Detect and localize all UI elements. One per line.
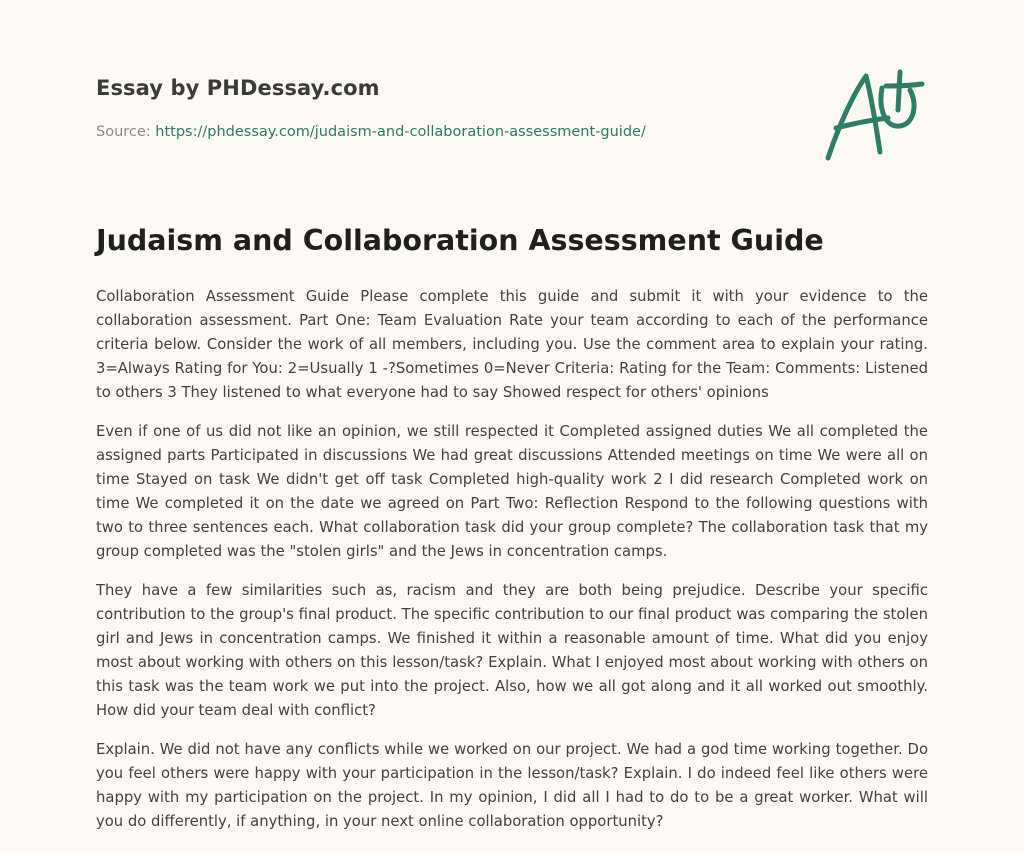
essay-title: Judaism and Collaboration Assessment Guide [96, 224, 824, 257]
essay-paragraph: They have a few similarities such as, racism and they are both being prejudice. Describe your specific contribution to the group's final product. The specific contribution to our final product was comparing the stolen girl and Jews in concentration camps. We finished it within a reasonable amount of time. What did you enjoy most about working with others on this lesson/task? Explain. What I enjoyed most about working with others on this task was the team work we put into the project. Also, how we all got along and it all worked out smoothly. How did your team deal with conflict? [96, 582, 928, 719]
essay-paragraph: Even if one of us did not like an opinion, we still respected it Completed assigned duties We all completed the assigned parts Participated in discussions We had great discussions Attended meetings on time We were all on time Stayed on task We didn't get off task Completed high-quality work 2 I did research Completed work on time We completed it on the date we agreed on Part Two: Reflection Respond to the following questions with two to three sentences each. What collaboration task did your group complete? The collaboration task that my group completed was the "stolen girls" and the Jews in concentration camps. [96, 423, 928, 560]
essay-body [96, 285, 928, 849]
page-header [96, 0, 928, 190]
a-plus-grade-icon [822, 66, 928, 166]
source-label: Source: [96, 124, 156, 140]
essay-paragraph: Explain. We did not have any conflicts while we worked on our project. We had a god time working together. Do you feel others were happy with your participation in the lesson/task? Explain. I do indeed feel like others were happy with my participation on the project. In my opinion, I did all I had to do to be a great worker. What will you do differently, if anything, in your next online collaboration opportunity? [96, 741, 928, 830]
source-link[interactable]: https://phdessay.com/judaism-and-collaboration-assessment-guide/ [155, 124, 646, 140]
essay-paragraph: Collaboration Assessment Guide Please complete this guide and submit it with your evidence to the collaboration assessment. Part One: Team Evaluation Rate your team according to each of the performance criteria below. Consider the work of all members, including you. Use the comment area to explain your rating. 3=Always Rating for You: 2=Usually 1 -?Sometimes 0=Never Criteria: Rating for the Team: Comments: Listened to others 3 They listened to what everyone had to say Showed respect for others' opinions [96, 288, 928, 401]
essay-page [96, 0, 928, 830]
site-brand[interactable]: Essay by PHDessay.com [96, 76, 380, 100]
source-line [96, 124, 646, 140]
